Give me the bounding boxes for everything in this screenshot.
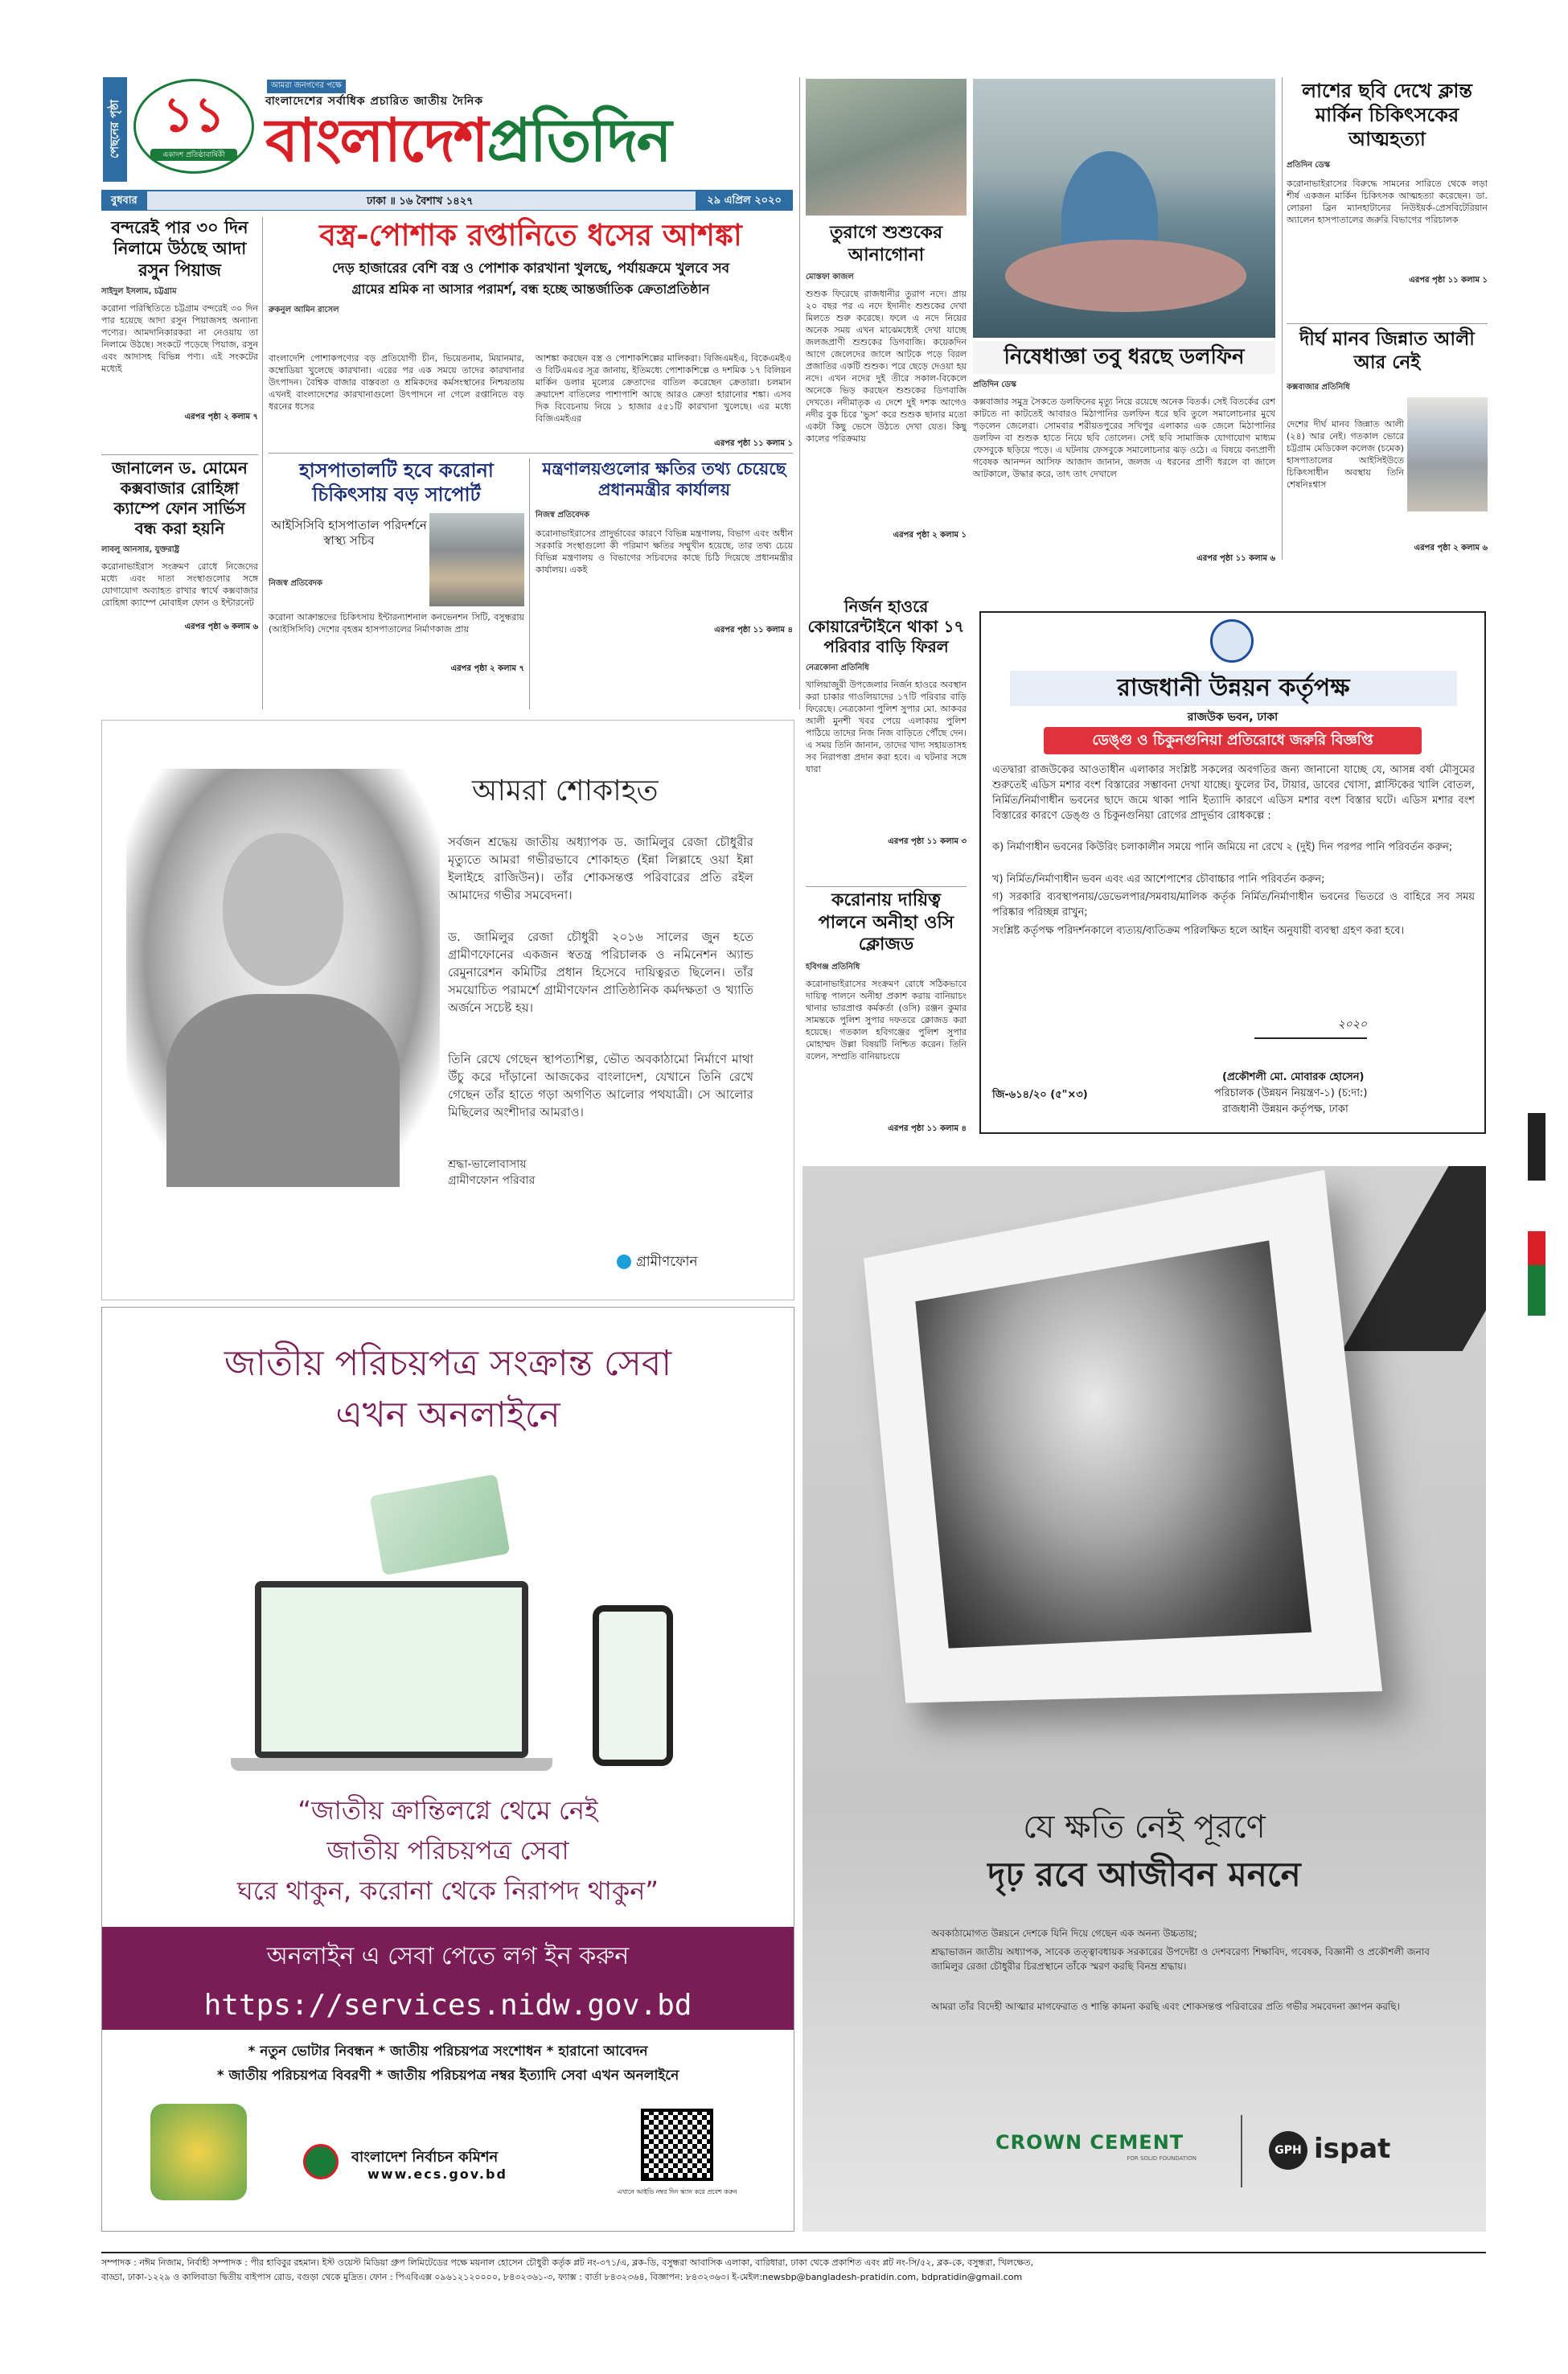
- dateline-bar: [101, 190, 793, 211]
- rajuk-signature: [1254, 1015, 1367, 1039]
- crown-logo: [995, 2131, 1197, 2162]
- jump: এরপর পৃষ্ঠা ১১ কলাম ৪: [888, 1123, 967, 1133]
- crown-tag: FOR SOLID FOUNDATION: [1127, 2155, 1197, 2162]
- gp-heading: আমরা শোকাহত: [472, 774, 659, 807]
- gp-brand: গ্রামীণফোন: [636, 1254, 698, 1270]
- imprint-line-2: বাড্ডা, ঢাকা-১২২৯ ও কালিবাডা দ্বিতীয় বাইপাস রোড, বগুড়া থেকে মুদ্রিত। ফোন : পিএবিএক্স ০৯৬১২১২০০০০, ৮৪৩২৩৬১-৩, ফ্যাক্স : বার্তা ৮৪৩২৩৬৪, বিজ্ঞাপন: ৮৪৩২৩৬৩। ই-মেইল:newsbp@bangladesh-pratidin.com, bdpratidin@gmail.com: [101, 2272, 1023, 2282]
- jump: এরপর পৃষ্ঠা ১১ কলাম ৬: [1197, 553, 1275, 563]
- nid-smartcard-logo: [150, 2104, 247, 2200]
- photo-frame: [864, 1170, 1382, 1703]
- portrait-photo: [915, 1240, 1311, 1648]
- headline: করোনায় দায়িত্ব পালনে অনীহা ওসি ক্লোজড: [818, 890, 954, 955]
- nid-quote-1: “জাতীয় ক্রান্তিলগ্নে থেমে নেই: [298, 1795, 598, 1826]
- headline: নির্জন হাওরে কোয়ারেন্টাইনে থাকা ১৭ পরিবার বাড়ি ফিরল: [807, 597, 965, 656]
- crown-para-2: শ্রদ্ধাভাজন জাতীয় অধ্যাপক, সাবেক তত্ত্বাবধায়ক সরকারের উপদেষ্টা ও দেশবরেণ্য শিক্ষাবিদ, গবেষক, বিজ্ঞানী ও প্রকৌশলী জনাব জামিলুর রেজা চৌধুরীর চিরপ্রস্থানে তাঁকে স্মরণ করছি বিনম্র শ্রদ্ধায়।: [931, 1946, 1430, 1972]
- headline: লাশের ছবি দেখে ক্লান্ত মার্কিন চিকিৎসকের আত্মহত্যা: [1302, 80, 1472, 150]
- rajuk-org: রাজধানী উন্নয়ন কর্তৃপক্ষ, ঢাকা: [1222, 1103, 1348, 1115]
- crown-brand: CROWN CEMENT: [995, 2131, 1184, 2154]
- nid-title-2: এখন অনলাইনে: [335, 1394, 560, 1435]
- deck-1: দেড় হাজারের বেশি বস্ত্র ও পোশাক কারখানা খুলছে, পর্যায়ক্রমে খুলবে সব: [331, 261, 730, 277]
- rajuk-ad: [979, 611, 1486, 1134]
- byline: নিজস্ব প্রতিবেদক: [269, 579, 323, 588]
- signature-date: ২০২০: [1337, 1018, 1367, 1031]
- hospital-photo: [429, 513, 524, 606]
- nid-quote-3: ঘরে থাকুন, করোনা থেকে নিরাপদ থাকুন”: [237, 1875, 659, 1906]
- black-ribbon: [1342, 1166, 1486, 1351]
- headline: জানালেন ড. মোমেন কক্সবাজার রোহিঙ্গা ক্যাম্পে ফোন সার্ভিস বন্ধ করা হয়নি: [112, 458, 248, 538]
- body: কক্সবাজার সমুদ্র সৈকতে ডলফিনের মৃত্যু নিয়ে রয়েছে অনেক বিতর্ক। সেই বিতর্কের রেশ কাটতে না কাটতেই আবারও মিঠাপানির ডলফিন ধরে ছবি তুলে সমালোচনার মুখে পড়লেন জেলেরা। সোমবার শরীয়তপুরের সখিপুর এলাকার এক জেলে মিঠাপানির ডলফিন বা শুশুক হাতে নিয়ে ছবি তোলেন। সেই ছবি সামাজিক যোগাযোগ মাধ্যম ফেসবুকে ছড়িয়ে পড়ে। এ ঘটনায় ফেসবুকে সমালোচনার ঝড় ওঠে। এ বিষয়ে বন্যপ্রাণী গবেষক আনন্দন আসিফ আজাদ জানান, জলজ এ ধরনের প্রাণী ধরলে বা জালে আটকালে, উদ্ধার করে, তাৎ তাৎ দেখালে: [973, 396, 1275, 479]
- page-edge-strip: [1528, 1045, 1545, 1383]
- article-dolphin: [973, 341, 1275, 563]
- body: করোনা আক্রান্তদের চিকিৎসায় ইন্টারন্যাশনাল কনভেনশন সিটি, বসুন্ধরায় (আইসিসিবি) দেশের বৃহত্তম হাসপাতালের নির্মাণকাজ প্রায়: [269, 612, 524, 635]
- jump: এরপর পৃষ্ঠা ১১ কলাম ৪: [714, 625, 793, 635]
- nid-ad: [101, 1307, 794, 2232]
- crown-condolence-ad: [802, 1166, 1486, 2232]
- masthead-subtitle: বাংলাদেশের সর্বাধিক প্রচারিত জাতীয় দৈনিক: [265, 95, 483, 108]
- headline: তুরাগে শুশুকের আনাগোনা: [829, 223, 943, 265]
- brand-divider: [1241, 2115, 1242, 2187]
- body: করোনা পরিস্থিতিতে চট্টগ্রাম বন্দরেই ৩০ দিন পার হয়েছে আদা রসুন পিয়াজসহ অন্যান্য পণ্যের। আমদানিকারকরা না নেওয়ায় তা নিলামে উঠছে। সংকটে পড়েছে পিয়াজ, রসুন এবং আদাসহ বিভিন্ন পণ্য। এই সংকটের মধ্যেই: [101, 302, 258, 374]
- rajuk-closing: সংশ্লিষ্ট কর্তৃপক্ষ পরিদর্শনকালে ব্যত্যয়/ব্যতিক্রম পরিলক্ষিত হলে আইন অনুযায়ী ব্যবস্থা গ্রহণ করা হবে।: [992, 925, 1405, 937]
- byline: সাইদুল ইসলাম, চট্টগ্রাম: [101, 286, 177, 296]
- gp-sign-1: শ্রদ্ধা-ভালোবাসায়: [448, 1158, 527, 1171]
- masthead-title-accent: প্রতিদিন: [486, 106, 671, 175]
- laptop-base: [231, 1758, 552, 1771]
- gph-logo-icon: GPH: [1269, 2131, 1307, 2170]
- body: করোনাভাইরাসের প্রাদুর্ভাবের কারণে বিভিন্ন মন্ত্রণালয়, বিভাগ এবং অধীন সরকারি সংস্থাগুলো কী পরিমাণ ক্ষতির সম্মুখীন হয়েছে, তার তথ্য চেয়ে বিভিন্ন মন্ত্রণালয় ও বিভাগের সচিবদের কাছে চিঠি দিয়েছে প্রধানমন্ত্রীর কার্যালয়। একই: [536, 528, 793, 575]
- dateline-day: বুধবার: [101, 191, 147, 210]
- nid-url[interactable]: https://services.nidw.gov.bd: [203, 1989, 692, 2022]
- jump: এরপর পৃষ্ঠা ১১ কলাম ১: [714, 439, 793, 448]
- nid-services-2: * জাতীয় পরিচয়পত্র বিবরণী * জাতীয় পরিচয়পত্র নম্বর ইত্যাদি সেবা এখন অনলাইনে: [216, 2068, 679, 2084]
- portrait-sketch: [126, 769, 440, 1187]
- body-col-1: বাংলাদেশি পোশাকপণ্যের বড় প্রতিযোগী চীন, ভিয়েতনাম, মিয়ানমার, কম্বোডিয়া খুলেছে কারখানা। এরের পর এক সময়ে তাদের কারখানার উৎপাদন। বৈশ্বিক বাজার বাস্তবতা ও শ্রমিকদের কর্মসংস্থানের নিশ্চয়তায় এখনই বাংলাদেশের কারখানাগুলো উৎপাদনে না গেলে রপ্তানিতে বড় ধরনের ধসের: [269, 353, 524, 412]
- jinnat-photo: [1407, 397, 1488, 511]
- gp-para-3: তিনি রেখে গেছেন স্থাপত্যশিল্প, ভৌত অবকাঠামো নির্মাণে মাথা উঁচু করে দাঁড়ানো আজকের বাংলাদেশ, যেখানে তিনি রেখে গেছেন তাঁর হাতে গড়া অগণিত আলোর পথযাত্রী। সে আলোর মিছিলের অংশীদার আমরাও।: [448, 1052, 753, 1119]
- headline: নিষেধাজ্ঞা তবু ধরছে ডলফিন: [973, 341, 1275, 374]
- rajuk-designation: পরিচালক (উন্নয়ন নিয়ন্ত্রণ-১) (চ:দা:): [1214, 1087, 1368, 1099]
- article-pmo: [536, 458, 793, 709]
- rajuk-banner: ডেঙ্গু ও চিকুনগুনিয়া প্রতিরোধে জরুরি বিজ্ঞপ্তি: [1044, 727, 1422, 754]
- nid-title-1: জাতীয় পরিচয়পত্র সংক্রান্ত সেবা: [224, 1343, 672, 1384]
- jump: এরপর পৃষ্ঠা ১১ কলাম ৩: [888, 837, 967, 846]
- nid-commission: বাংলাদেশ নির্বাচন কমিশন: [351, 2149, 499, 2166]
- headline: বন্দরেই পার ৩০ দিন নিলামে উঠছে আদা রসুন পিয়াজ: [111, 218, 248, 280]
- nid-services-1: * নতুন ভোটার নিবন্ধন * জাতীয় পরিচয়পত্র সংশোধন * হারানো আবেদন: [248, 2043, 648, 2060]
- jump: এরপর পৃষ্ঠা ২ কলাম ১: [893, 531, 967, 540]
- headline: হাসপাতালটি হবে করোনা চিকিৎসায় বড় সাপোর্ট: [299, 459, 494, 506]
- jump: এরপর পৃষ্ঠা ১১ কলাম ১: [1409, 276, 1488, 285]
- byline: মোস্তফা কাজল: [806, 273, 854, 281]
- jump: এরপর পৃষ্ঠা ২ কলাম ৭: [184, 412, 258, 421]
- byline: নিজস্ব প্রতিবেদক: [536, 510, 590, 520]
- gp-logo: [617, 1251, 698, 1274]
- jump: এরপর পৃষ্ঠা ২ কলাম ৭: [450, 664, 524, 673]
- rajuk-item-a: ক) নির্মাণাধীন ভবনের কিউরিং চলাকালীন সময়ে পানি জমিয়ে না রেখে ২ (দুই) দিন পরপর পানি পরিবর্তন করুন;: [992, 841, 1453, 853]
- jump: এরপর পৃষ্ঠা ২ কলাম ৬: [1414, 544, 1488, 552]
- byline: নেত্রকোনা প্রতিনিধি: [806, 663, 869, 672]
- crown-slogan-1: যে ক্ষতি নেই পূরণে: [1023, 1809, 1266, 1846]
- masthead-title-main: বাংলাদেশ: [265, 106, 487, 175]
- nid-card-illustration: [370, 1474, 511, 1575]
- headline: দীর্ঘ মানব জিন্নাত আলী আর নেই: [1299, 329, 1475, 373]
- laptop-illustration: [255, 1581, 528, 1758]
- body: শুশুক ফিরেছে রাজধানীর তুরাগ নদে। প্রায় ২০ বছর পর এ নদে ইদানীং শুশুকের দেখা মিলতে শুরু করেছে। ফলে এ নদে নিয়ের অনেক সময় এখন মাঝেমধ্যেই দেখা যাচ্ছে জলজপ্রাণী শুশুকের ডিগবাজি। কয়েকদিন আগে জেলেদের জালে আটকে পড়ে বিরল প্রজাতির একটি শুশুক। পরে ছেড়ে দেওয়া হয় নদে। এখন নদের দুই তীরে সকাল-বিকেলে অনেকে ভিড় করছেন শুশুকের ডিগবাজি দেখতে। নদীমাতৃক এ দেশে দুই দশক আগেও নদীর বুক চিরে ‘ভুস’ করে শুশুক ছানার মতো একটা কিছু ভেসে উঠতে দেখা যেত। কিছু কালের পরিক্রমায়: [806, 289, 967, 444]
- logo-caption: একাদশ প্রতিষ্ঠাবার্ষিকী: [150, 149, 237, 161]
- ec-emblem: [303, 2144, 339, 2179]
- byline: প্রতিদিন ডেস্ক: [1287, 161, 1331, 170]
- logo-number: ১১: [162, 87, 225, 143]
- deck-2: গ্রামের শ্রমিক না আসার পরামর্শ, বন্ধ হচ্ছে আন্তর্জাতিক ক্রেতাপ্রতিষ্ঠান: [351, 281, 710, 297]
- body: করোনাভাইরাস সংক্রমণ রোধে নিজেদের মধ্যে এবং দাতা সংস্থাগুলোর সঙ্গে যোগাযোগ অব্যাহত রাখার স্বার্থে কক্সবাজার রোহিঙ্গা ক্যাম্পে মোবাইল ফোন ও ইন্টারনেট: [101, 561, 258, 608]
- rajuk-officer: (প্রকৌশলী মো. মোবারক হোসেন): [1222, 1071, 1365, 1083]
- headline: বস্ত্র-পোশাক রপ্তানিতে ধসের আশঙ্কা: [319, 218, 742, 253]
- qr-code-icon[interactable]: [641, 2109, 713, 2181]
- deck: আইসিসিবি হাসপাতাল পরিদর্শনে স্বাস্থ্য সচিব: [271, 518, 427, 548]
- rajuk-item-b: খ) নির্মিত/নির্মাণাধীন ভবন এবং এর আশেপাশের চৌবাচ্চার পানি পরিবর্তন করুন;: [992, 873, 1325, 885]
- article-quarantine: [806, 597, 967, 888]
- rajuk-code: জি-৬১৪/২০ (৫"×৩): [992, 1089, 1088, 1101]
- rajuk-subtitle: রাজউক ভবন, ঢাকা: [1187, 711, 1279, 724]
- body-col-2: আশঙ্কা করছেন বস্ত্র ও পোশাকশিল্পের মালিকরা। বিজিএমইএ, বিকেএমইএ ও বিটিএমএর সূত্র জানায়, ইতিমধ্যে পোশাকশিল্পে ও দশমিক ১৭ বিলিয়ন মার্কিন ডলার মূল্যের ক্রেতাদের বাতিল করেছেন ক্রেতারা। চলমান ক্রয়াদেশ বাতিলের পাশাপাশি আছে আরও ক্রেতা হারানোর শঙ্কা। এসব দিক বিবেচনায় নিয়ে ১ হাজার ৫৫১টি কারখানা খুলেছে। এর মধ্যে বিজিএমইএর: [536, 353, 791, 424]
- nid-quote-2: জাতীয় পরিচয়পত্র সেবা: [326, 1835, 569, 1866]
- article-oc: [806, 889, 967, 1139]
- masthead-title: [265, 105, 780, 177]
- gp-sign-2: গ্রামীণফোন পরিবার: [448, 1174, 536, 1187]
- article-hospital: [269, 458, 524, 709]
- body: দেশের দীর্ঘ মানব জিন্নাত আলী (২৪) আর নেই। গতকাল ভোরে চট্টগ্রাম মেডিকেল কলেজ (চমেক) হাসপাতালের আইসিইউতে চিকিৎসাধীন অবস্থায় তিনি শেষনিঃশ্বাস: [1287, 419, 1404, 490]
- crown-para-1: অবকাঠামোগত উন্নয়নে দেশকে যিনি দিয়ে গেছেন এক অনন্য উচ্চতায়;: [931, 1928, 1197, 1939]
- side-tab: পেছনের পৃষ্ঠা: [103, 77, 127, 182]
- byline: কক্সবাজার প্রতিনিধি: [1287, 382, 1350, 392]
- boy-dolphin-photo: [973, 79, 1275, 338]
- dateline-gregorian: ২৯ এপ্রিল ২০২০: [696, 191, 793, 210]
- masthead-tagline: আমরা জনগণের পক্ষে: [267, 80, 346, 93]
- nid-cta-banner: [102, 1927, 794, 2030]
- turag-dolphin-photo: [806, 79, 967, 216]
- crown-slogan-2: দৃঢ় রবে আজীবন মননে: [987, 1854, 1301, 1894]
- dateline-place-date: ঢাকা ॥ ১৬ বৈশাখ ১৪২৭: [367, 195, 474, 207]
- nid-website[interactable]: www.ecs.gov.bd: [367, 2167, 507, 2182]
- anniversary-logo: [133, 79, 254, 174]
- nid-cta: অনলাইন এ সেবা পেতে লগ ইন করুন: [266, 1942, 630, 1970]
- article-rohingya: [101, 458, 258, 708]
- jump: এরপর পৃষ্ঠা ৬ কলাম ৬: [184, 622, 258, 631]
- byline: রুকনুল আমিন রাসেল: [269, 305, 339, 314]
- article-turag: [806, 222, 967, 560]
- phone-illustration: [593, 1605, 673, 1766]
- body: করোনাভাইরাসের বিরুদ্ধে সামনের সারিতে থেকে লড়া শীর্ষ একজন মার্কিন চিকিৎসক আত্মহত্যা করেছেন। ডা. লোরনা ব্রিন ম্যানহাটানের নিউইয়র্ক-প্রেসবিটেরিয়ান অ্যালেন হাসপাতালের জরুরি বিভাগের পরিচালক: [1287, 179, 1488, 225]
- headline: মন্ত্রণালয়গুলোর ক্ষতির তথ্য চেয়েছে প্রধানমন্ত্রীর কার্যালয়: [542, 459, 786, 500]
- imprint-line-1: সম্পাদক : নঈম নিজাম, নির্বাহী সম্পাদক : পীর হাবিবুর রহমান। ইস্ট ওয়েস্ট মিডিয়া গ্রুপ লিমিটেডের পক্ষে ময়নাল হোসেন চৌধুরী কর্তৃক প্লট নং-৩৭১/এ, ব্লক-ডি, বসুন্ধরা আবাসিক এলাকা, বারিধারা, ঢাকা থেকে প্রকাশিত এবং প্লট নং-সি/৫২, ব্লক-কে, বসুন্ধরা, খিলক্ষেত,: [101, 2257, 1034, 2268]
- rajuk-emblem: [1210, 619, 1254, 663]
- gp-para-1: সর্বজন শ্রদ্ধেয় জাতীয় অধ্যাপক ড. জামিলুর রেজা চৌধুরীর মৃত্যুতে আমরা গভীরভাবে শোকাহত (ইন্না লিল্লাহে ওয়া ইন্না ইলাইহে রাজিউন)। তাঁর শোকসন্তপ্ত পরিবারের প্রতি রইল আমাদের গভীর সমবেদনা।: [448, 835, 753, 902]
- byline: প্রতিদিন ডেস্ক: [973, 380, 1017, 389]
- ispat-brand: ispat: [1314, 2133, 1391, 2165]
- article-jinnat: [1287, 328, 1488, 561]
- article-piyaj: [101, 217, 258, 452]
- gp-condolence-ad: [101, 720, 794, 1300]
- qr-caption: এখানে আইডি নম্বর দিন স্ক্যান করে প্রবেশ করুন: [617, 2188, 737, 2195]
- byline: লাবলু আনসার, যুক্তরাষ্ট্র: [101, 545, 180, 554]
- rajuk-item-c: গ) সরকারি ব্যবস্থাপনায়/ডেভেলপার/সমবায়/মালিক কর্তৃক নির্মিত/নির্মাণাধীন ভবনের ভিতরে ও বাহিরে সব সময় পরিষ্কার পরিচ্ছন্ন রাখুন;: [992, 891, 1475, 918]
- rajuk-title: রাজধানী উন্নয়ন কর্তৃপক্ষ: [1010, 671, 1457, 706]
- rajuk-intro: এতদ্বারা রাজউকের আওতাধীন এলাকার সংশ্লিষ্ট সকলের অবগতির জন্য জানানো যাচ্ছে যে, আসন্ন বর্ষা মৌসুমের শুরুতেই এডিস মশার বংশ বিস্তারের সম্ভাবনা দেখা যাচ্ছে। ফুলের টব, টায়ার, ডাবের খোসা, প্লাস্টিকের খালি বোতল, নির্মিত/নির্মাণাধীন ভবনের ছাদে জমে থাকা পানি ইত্যাদি কারণে এডিস মশার বংশ বিস্তার ঘটে। এডিস মশার বংশ বিস্তারের কারণে ডেঙ্গু ও চিকুনগুনিয়া রোগের প্রাদুর্ভাব রোধকল্পে :: [992, 764, 1475, 822]
- crown-para-3: আমরা তাঁর বিদেহী আত্মার মাগফেরাত ও শান্তি কামনা করছি এবং শোকসন্তপ্ত পরিবারের প্রতি গভীর সমবেদনা জ্ঞাপন করছি।: [931, 2001, 1400, 2012]
- gp-icon: [617, 1255, 631, 1269]
- byline: হবিগঞ্জ প্রতিনিধি: [806, 962, 860, 971]
- body: খালিয়াজুরী উপজেলার নির্জন হাওরে অবস্থান করা চাকার গাওলিয়াদের ১৭টি পরিবার বাড়ি ফিরেছে। নেত্রকোনা পুলিশ সুপার মো. আকবর আলী মুনশী খবর পেয়ে এলাকায় পুলিশ পাঠিয়ে তাদের নিজ নিজ বাড়িতে পৌঁছে দেন। এ সময় তিনি জানান, তাদের খাদ্য সহায়তাসহ সব নিরাপত্তা প্রদান করা হবে। এ ঘটনার সঙ্গে যারা: [806, 680, 967, 774]
- gp-para-2: ড. জামিলুর রেজা চৌধুরী ২০১৬ সালের জুন হতে গ্রামীণফোনের একজন স্বতন্ত্র পরিচালক ও নমিনেশন অ্যান্ড রেমুনারেশন কমিটির প্রধান হিসেবে দায়িত্বরত ছিলেন। তাঁর সময়োচিত পরামর্শে গ্রামীণফোন প্রাতিষ্ঠানিক কর্মদক্ষতা ও খ্যাতি অর্জনে সচেষ্ট হয়।: [448, 930, 753, 1015]
- article-suicide: [1287, 79, 1488, 320]
- body: করোনাভাইরাসের সংক্রমণ রোধে সঠিকভাবে দায়িত্ব পালনে অনীহা প্রকাশ করায় বানিয়াচং থানার ভারপ্রাপ্ত কর্মকর্তা (ওসি) রঞ্জন কুমার সামন্তকে পুলিশ সুপার দফতরে ক্লোজড করা হয়েছে। গতকাল হবিগঞ্জের পুলিশ সুপার মোহাম্মদ উল্লা বিষয়টি নিশ্চিত করেন। তিনি বলেন, সম্প্রতি বানিয়াচংয়ে: [806, 978, 967, 1062]
- article-lead: [269, 217, 793, 450]
